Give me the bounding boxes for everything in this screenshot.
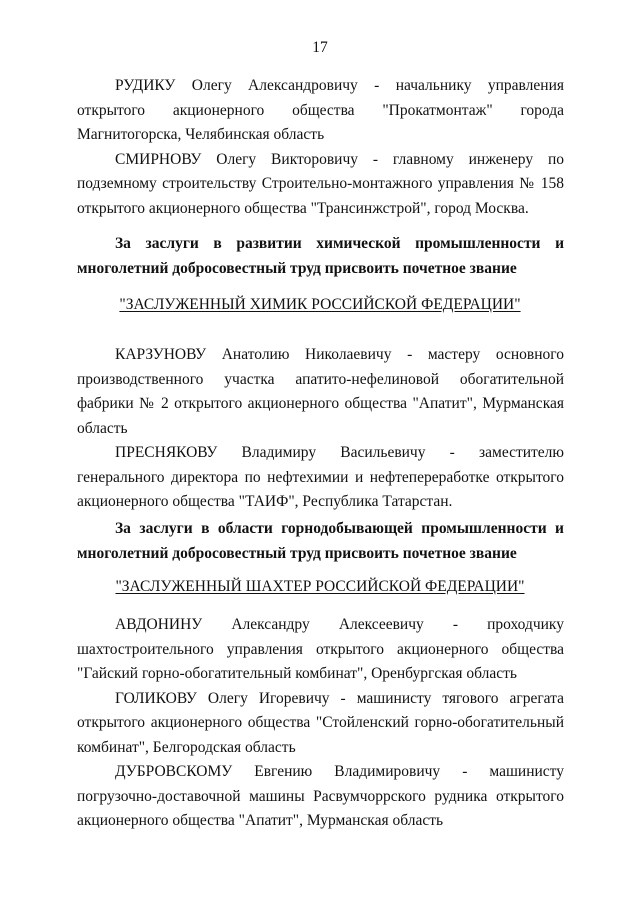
section2-paragraphs (77, 613, 564, 834)
honorary-title (0, 293, 640, 318)
honorary-title-text: "ЗАСЛУЖЕННЫЙ ХИМИК РОССИЙСКОЙ ФЕДЕРАЦИИ" (119, 296, 521, 313)
award-paragraph: РУДИКУ Олегу Александровичу - начальнику управления открытого акционерного общества "Прокатмонтаж" города Магнитогорска, Челябинская область (77, 77, 564, 143)
award-paragraph: ПРЕСНЯКОВУ Владимиру Васильевичу - заместителю генерального директора по нефтехимии и нефтепереработке открытого акционерного общества "ТАИФ", Республика Татарстан. (77, 444, 564, 510)
intro-block (77, 74, 564, 221)
section-heading-block (77, 517, 564, 566)
award-paragraph: ДУБРОВСКОМУ Евгению Владимировичу - машинисту погрузочно-доставочной машины Расвумчоррского рудника открытого акционерного общества "Апатит", Мурманская область (77, 763, 564, 829)
section-heading: За заслуги в области горнодобывающей промышленности и многолетний добросовестный труд присвоить почетное звание (77, 520, 564, 562)
section-heading: За заслуги в развитии химической промышленности и многолетний добросовестный труд присвоить почетное звание (77, 235, 564, 277)
honorary-title (0, 575, 640, 600)
award-paragraph: КАРЗУНОВУ Анатолию Николаевичу - мастеру основного производственного участка апатито-нефелиновой обогатительной фабрики № 2 открытого акционерного общества "Апатит", Мурманская область (77, 346, 564, 437)
section-heading-block (77, 232, 564, 281)
award-paragraph: ГОЛИКОВУ Олегу Игоревичу - машинисту тягового агрегата открытого акционерного общества "Стойленский горно-обогатительный комбинат", Белгородская область (77, 689, 564, 756)
award-paragraph: СМИРНОВУ Олегу Викторовичу - главному инженеру по подземному строительству Строительно-монтажного управления № 158 открытого акционерного общества "Трансинжстрой", город Москва. (77, 150, 564, 217)
honorary-title-text: "ЗАСЛУЖЕННЫЙ ШАХТЕР РОССИЙСКОЙ ФЕДЕРАЦИИ" (115, 578, 525, 595)
award-paragraph: АВДОНИНУ Александру Алексеевичу - проходчику шахтостроительного управления открытого акционерного общества "Гайский горно-обогатительный комбинат", Оренбургская область (77, 616, 564, 682)
section1-paragraphs (77, 343, 564, 515)
page-number: 17 (312, 39, 328, 56)
